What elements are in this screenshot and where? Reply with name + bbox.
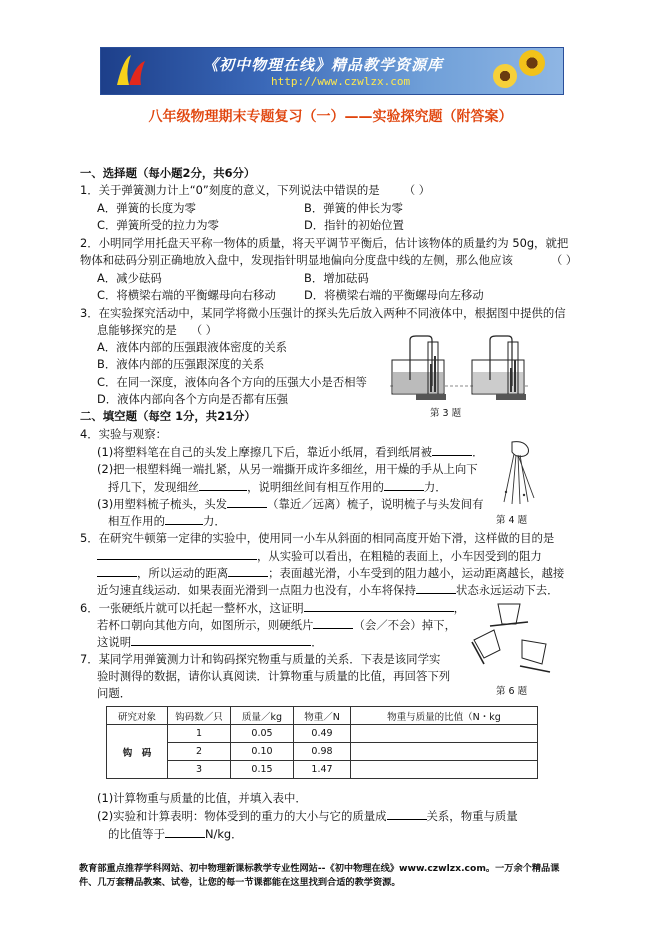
weight-mass-data-table: [106, 706, 538, 779]
question-3-line-1: 3．在实验探究活动中，某同学将微小压强计的探头先后放入两种不同液体中，根据图中提供的信: [80, 306, 566, 320]
answer-blank[interactable]: [131, 634, 311, 646]
inverted-cups-figure: [470, 600, 556, 676]
question-7-line-3: 问题．: [97, 686, 132, 700]
q2-option-d: D．将横梁右端的平衡螺母向左移动: [304, 288, 484, 302]
question-3-line-2: 息能够探究的是 （ ）: [97, 323, 218, 337]
question-4-intro: 4．实验与观察：: [80, 427, 167, 441]
answer-blank[interactable]: [384, 479, 424, 491]
q1-option-b: B．弹簧的伸长为零: [304, 201, 403, 215]
table-cell: 1: [168, 725, 231, 743]
q4-item-3-line-1: (3)用塑料梳子梳头，头发 （靠近／远离）梳子，说明梳子与头发间有: [97, 497, 484, 511]
table-cell: 2: [168, 743, 231, 761]
question-5-line-2: ，从实验可以看出，在粗糙的表面上，小车因受到的阻力: [97, 548, 542, 563]
site-logo-icon: [109, 51, 149, 91]
table-cell: 0.10: [231, 743, 294, 761]
footer-line-1: 教育部重点推荐学科网站、初中物理新课标教学专业性网站--《初中物理在线》www.czwlzx.com。一万余个精品课: [79, 863, 560, 874]
table-row: [107, 761, 538, 779]
question-6-line-3: 这说明 ．: [97, 635, 323, 649]
table-answer-cell[interactable]: [351, 761, 538, 779]
question-5-line-1: 5．在研究牛顿第一定律的实验中，使用同一小车从斜面的相同高度开始下滑，这样做的目的是: [80, 531, 555, 545]
table-header-cell: 物重／N: [294, 707, 351, 725]
banner-url[interactable]: http://www.czwlzx.com: [271, 75, 411, 88]
q1-option-d: D．指针的初始位置: [304, 218, 404, 232]
table-header-cell: 物重与质量的比值（N・kg: [351, 707, 538, 725]
question-7-line-1: 7．某同学用弹簧测力计和钩码探究物重与质量的关系．下表是该同学实: [80, 652, 441, 666]
header-banner: [100, 47, 564, 95]
table-row: [107, 743, 538, 761]
answer-blank[interactable]: [304, 600, 454, 612]
table-cell: 0.98: [294, 743, 351, 761]
q3-option-a: A．液体内部的压强跟液体密度的关系: [97, 340, 288, 354]
answer-blank[interactable]: [165, 826, 205, 838]
q2-option-b: B．增加砝码: [304, 271, 369, 285]
answer-blank[interactable]: [387, 808, 427, 820]
q1-option-a: A．弹簧的长度为零: [97, 201, 196, 215]
table-header-row: [107, 707, 538, 725]
question-1-stem: 1．关于弹簧测力计上“0”刻度的意义，下列说法中错误的是 （ ）: [80, 183, 431, 197]
footer-line-2: 件、几万套精品教案、试卷，让您的每一节课都能在这里找到合适的教学资源。: [79, 877, 401, 888]
banner-title: 《初中物理在线》精品教学资源库: [203, 56, 444, 74]
q4-item-2-line-1: (2)把一根塑料绳一端扎紧，从另一端撕开成许多细丝，用干燥的手从上向下: [97, 462, 478, 476]
answer-blank[interactable]: [165, 513, 203, 525]
table-object-cell: 钩 码: [107, 725, 168, 779]
section-heading-fill: 二、填空题（每空 1分，共21分）: [80, 409, 256, 423]
question-2-line-2: 物体和砝码分别正确地放入盘中，发现指针明显地偏向分度盘中线的左侧，那么他应该 （ ）: [80, 253, 578, 267]
table-cell: 0.49: [294, 725, 351, 743]
answer-blank[interactable]: [416, 582, 456, 594]
q7-part-2-line-1: (2)实验和计算表明：物体受到的重力的大小与它的质量成 关系，物重与质量: [97, 809, 518, 823]
answer-blank[interactable]: [313, 617, 353, 629]
table-header-cell: 质量／kg: [231, 707, 294, 725]
answer-blank[interactable]: [97, 548, 257, 560]
question-7-line-2: 验时测得的数据，请你认真阅读．计算物重与质量的比值，再回答下列: [97, 669, 451, 683]
table-answer-cell[interactable]: [351, 725, 538, 743]
q7-part-1: (1)计算物重与质量的比值，并填入表中．: [97, 791, 307, 805]
question-6-line-2: 若杯口朝向其他方向，如图所示，则硬纸片 （会／不会）掉下，: [97, 618, 456, 632]
figure-3-caption: 第 3 题: [430, 408, 462, 419]
q3-option-b: B．液体内部的压强跟深度的关系: [97, 357, 265, 371]
answer-blank[interactable]: [227, 496, 267, 508]
q3-option-c: C．在同一深度，液体向各个方向的压强大小是否相等: [97, 375, 367, 389]
table-cell: 0.05: [231, 725, 294, 743]
q7-part-2-line-2: 的比值等于 N/kg．: [108, 827, 243, 841]
question-5-line-3: ，所以运动的距离 ；表面越光滑，小车受到的阻力越小，运动距离越长，越接: [97, 565, 564, 580]
q3-option-d: D．液体内部向各个方向是否都有压强: [97, 392, 289, 406]
table-cell: 1.47: [294, 761, 351, 779]
q4-item-3-line-2: 相互作用的 力．: [108, 514, 226, 528]
answer-blank[interactable]: [432, 444, 472, 456]
answer-blank[interactable]: [228, 565, 268, 577]
hand-with-strands-figure: [494, 440, 540, 508]
q2-option-a: A．减少砝码: [97, 271, 162, 285]
pressure-gauge-figure: [386, 334, 532, 402]
q4-item-1: (1)将塑料笔在自己的头发上摩擦几下后，靠近小纸屑，看到纸屑被 ．: [97, 445, 484, 459]
figure-6-caption: 第 6 题: [496, 686, 528, 697]
section-heading-choice: 一、选择题（每小题2分，共6分）: [80, 166, 256, 180]
q1-option-c: C．弹簧所受的拉力为零: [97, 218, 219, 232]
question-5-line-4: 近匀速直线运动．如果表面光滑到一点阻力也没有，小车将保持 状态永远运动下去．: [97, 583, 559, 597]
answer-blank[interactable]: [97, 565, 137, 577]
table-cell: 3: [168, 761, 231, 779]
q4-item-2-line-2: 捋几下，发现细丝 ，说明细丝间有相互作用的 力．: [108, 480, 447, 494]
table-header-cell: 研究对象: [107, 707, 168, 725]
table-header-cell: 钩码数／只: [168, 707, 231, 725]
table-answer-cell[interactable]: [351, 743, 538, 761]
question-6-line-1: 6．一张硬纸片就可以托起一整杯水，这证明 ，: [80, 601, 466, 615]
page-title: 八年级物理期末专题复习（一）——实验探究题（附答案）: [148, 109, 513, 125]
sunflower-decoration-icon: [519, 50, 545, 76]
question-2-line-1: 2．小明同学用托盘天平称一物体的质量，将天平调节平衡后，估计该物体的质量约为 50g，就把: [80, 236, 569, 250]
sunflower-decoration-icon: [493, 64, 517, 88]
table-row: [107, 725, 538, 743]
answer-blank[interactable]: [199, 479, 247, 491]
figure-4-caption: 第 4 题: [496, 515, 528, 526]
q2-option-c: C．将横梁右端的平衡螺母向右移动: [97, 288, 276, 302]
table-cell: 0.15: [231, 761, 294, 779]
